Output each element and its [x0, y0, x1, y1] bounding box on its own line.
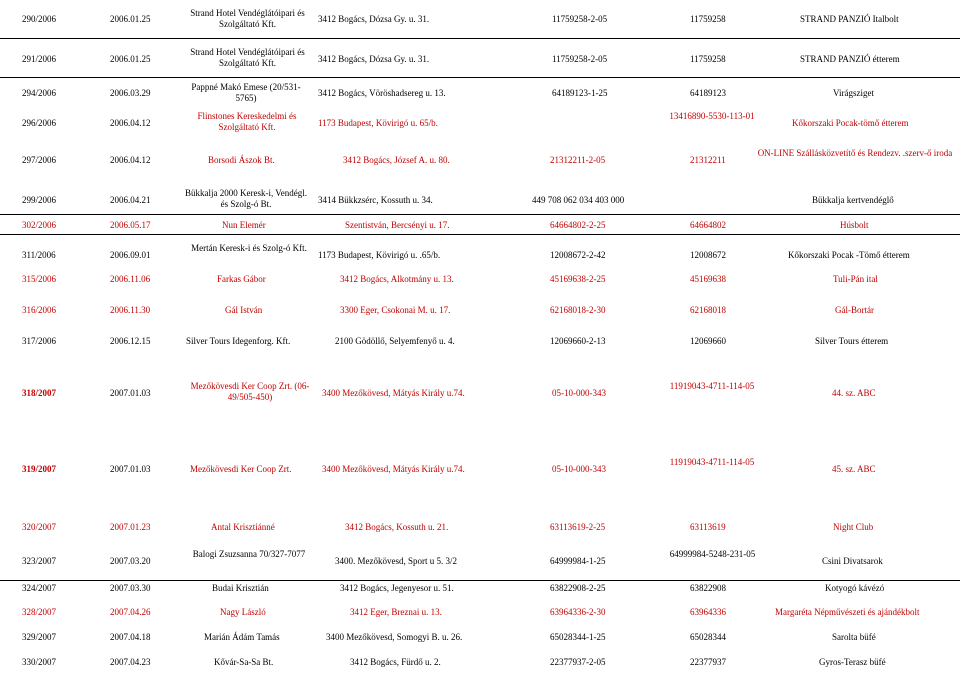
cell-date: 2006.04.21: [110, 195, 151, 205]
cell-id: 311/2006: [22, 250, 56, 260]
cell-address: 3412 Bogács, Jegenyesor u. 51.: [340, 583, 454, 593]
cell-name: Budai Krisztián: [212, 583, 269, 593]
cell-reg: 45169638: [690, 274, 726, 284]
cell-id: 291/2006: [22, 54, 57, 64]
cell-address: 3412 Bogács, Vöröshadsereg u. 13.: [318, 88, 446, 98]
cell-unit: Csini Divatsarok: [822, 556, 883, 566]
cell-address: 3412 Bogács, Alkotmány u. 13.: [340, 274, 454, 284]
cell-tax: 11759258-2-05: [552, 54, 608, 64]
cell-unit: STRAND PANZIÓ Italbolt: [800, 14, 899, 24]
cell-unit: Silver Tours étterem: [815, 336, 889, 346]
cell-reg: 11919043-4711-114-05: [669, 381, 755, 391]
row-divider: [0, 580, 960, 581]
row-divider: [0, 234, 960, 235]
cell-date: 2007.04.26: [110, 607, 151, 617]
cell-reg: 65028344: [690, 632, 726, 642]
cell-reg: 11759258: [690, 54, 726, 64]
cell-date: 2007.04.23: [110, 657, 151, 667]
cell-unit: Kőkorszaki Pocak -Tömő étterem: [788, 250, 910, 260]
cell-name: Strand Hotel Vendéglátóipari és Szolgáltató Kft.: [190, 8, 305, 29]
cell-address: 3412 Bogács, Dózsa Gy. u. 31.: [318, 54, 430, 64]
cell-address: 3412 Bogács, Kossuth u. 21.: [345, 522, 449, 532]
cell-id: 318/2007: [22, 388, 57, 398]
cell-name: Mezőkövesdi Ker Coop Zrt.: [190, 464, 292, 474]
cell-date: 2007.01.03: [110, 388, 151, 398]
cell-tax: 05-10-000-343: [552, 388, 606, 398]
cell-unit: Gyros-Terasz büfé: [819, 657, 886, 667]
cell-reg: 11919043-4711-114-05: [669, 457, 755, 467]
cell-reg: 12069660: [690, 336, 726, 346]
cell-tax: 05-10-000-343: [552, 464, 606, 474]
cell-unit: Tuli-Pán ital: [833, 274, 878, 284]
cell-tax: 63822908-2-25: [550, 583, 606, 593]
cell-reg: 64189123: [690, 88, 726, 98]
cell-tax: 12069660-2-13: [550, 336, 606, 346]
cell-name: Antal Krisztiánné: [211, 522, 275, 532]
cell-reg: 13416890-5530-113-01: [669, 111, 755, 121]
cell-name: Kővár-Sa-Sa Bt.: [214, 657, 274, 667]
cell-name: Gál István: [225, 305, 263, 315]
cell-unit: 45. sz. ABC: [832, 464, 876, 474]
cell-tax: 64999984-1-25: [550, 556, 606, 566]
cell-address: 3414 Bükkzsérc, Kossuth u. 34.: [318, 195, 433, 205]
cell-id: 328/2007: [22, 607, 57, 617]
cell-date: 2007.03.20: [110, 556, 151, 566]
cell-reg: 63113619: [690, 522, 726, 532]
cell-reg: 22377937: [690, 657, 726, 667]
cell-unit: Margaréta Népművészeti és ajándékbolt: [775, 607, 920, 617]
cell-reg: 64999984-5248-231-05: [669, 549, 756, 559]
cell-id: 330/2007: [22, 657, 57, 667]
cell-tax: 65028344-1-25: [550, 632, 606, 642]
cell-unit: Virágsziget: [833, 88, 874, 98]
cell-name: Nun Elemér: [222, 220, 266, 230]
cell-address: 3412 Bogács, Fürdő u. 2.: [350, 657, 441, 667]
cell-date: 2006.05.17: [110, 220, 151, 230]
cell-unit: Bükkalja kertvendéglő: [812, 195, 894, 205]
cell-id: 299/2006: [22, 195, 57, 205]
cell-address: 1173 Budapest, Kövirigó u. .65/b.: [318, 250, 441, 260]
cell-date: 2006.04.12: [110, 118, 151, 128]
cell-tax: 62168018-2-30: [550, 305, 606, 315]
cell-id: 302/2006: [22, 220, 57, 230]
cell-id: 294/2006: [22, 88, 57, 98]
cell-reg: 63964336: [690, 607, 726, 617]
cell-name: Mezőkövesdi Ker Coop Zrt. (06-49/505-450): [190, 381, 310, 402]
cell-tax: 63964336-2-30: [550, 607, 606, 617]
cell-reg: 62168018: [690, 305, 726, 315]
cell-date: 2006.01.25: [110, 54, 151, 64]
cell-address: 2100 Gödöllő, Selyemfenyő u. 4.: [335, 336, 455, 346]
cell-date: 2006.11.30: [110, 305, 151, 315]
cell-tax: 11759258-2-05: [552, 14, 608, 24]
cell-id: 297/2006: [22, 155, 57, 165]
cell-date: 2006.09.01: [110, 250, 151, 260]
cell-address: 3400 Mezőkövesd, Mátyás Király u.74.: [322, 388, 465, 398]
cell-tax: 64189123-1-25: [552, 88, 608, 98]
cell-name: Marián Ádám Tamás: [204, 632, 280, 642]
row-divider: [0, 77, 960, 78]
cell-name: Balogi Zsuzsanna 70/327-7077: [192, 549, 306, 559]
cell-date: 2006.12.15: [110, 336, 151, 346]
cell-date: 2006.04.12: [110, 155, 151, 165]
cell-reg: 12008672: [690, 250, 726, 260]
cell-date: 2007.01.23: [110, 522, 151, 532]
cell-date: 2006.03.29: [110, 88, 151, 98]
cell-unit: 44. sz. ABC: [832, 388, 876, 398]
cell-id: 319/2007: [22, 464, 57, 474]
row-divider: [0, 38, 960, 39]
cell-address: 3412 Bogács, Dózsa Gy. u. 31.: [318, 14, 430, 24]
cell-unit: STRAND PANZIÓ étterem: [800, 54, 900, 64]
cell-address: 3400 Mezőkövesd, Somogyi B. u. 26.: [326, 632, 463, 642]
cell-unit: Húsbolt: [840, 220, 869, 230]
cell-name: Mertán Keresk-i és Szolg-ó Kft.: [191, 243, 307, 253]
cell-tax: 63113619-2-25: [550, 522, 606, 532]
cell-id: 317/2006: [22, 336, 57, 346]
cell-address: 1173 Budapest, Kövirigó u. 65/b.: [318, 118, 438, 128]
cell-date: 2007.03.30: [110, 583, 151, 593]
cell-name: Nagy László: [220, 607, 266, 617]
cell-tax: 21312211-2-05: [550, 155, 606, 165]
cell-address: 3400 Mezőkövesd, Mátyás Király u.74.: [322, 464, 465, 474]
cell-id: 329/2007: [22, 632, 57, 642]
cell-date: 2007.04.18: [110, 632, 151, 642]
cell-address: Szentistván, Bercsényi u. 17.: [345, 220, 450, 230]
cell-unit: Sarolta büfé: [832, 632, 876, 642]
cell-address: 3300 Eger, Csokonai M. u. 17.: [340, 305, 451, 315]
cell-name: Farkas Gábor: [217, 274, 266, 284]
cell-address: 3412 Eger, Breznai u. 13.: [350, 607, 442, 617]
cell-name: Silver Tours Idegenforg. Kft.: [186, 336, 291, 346]
cell-unit: Night Club: [833, 522, 874, 532]
cell-id: 323/2007: [22, 556, 57, 566]
cell-name: Pappné Makó Emese (20/531-5765): [191, 82, 301, 103]
cell-address: 3412 Bogács, József A. u. 80.: [343, 155, 450, 165]
cell-id: 324/2007: [22, 583, 57, 593]
cell-unit: ON-LINE Szállásközvetítő és Rendezv. .szerv-ő iroda: [757, 148, 953, 158]
cell-id: 320/2007: [22, 522, 57, 532]
cell-unit: Kőkorszaki Pocak-tömő étterem: [792, 118, 909, 128]
cell-reg: 11759258: [690, 14, 726, 24]
cell-name: Bükkalja 2000 Keresk-i, Vendégl. és Szolg-ó Bt.: [184, 188, 308, 209]
cell-id: 296/2006: [22, 118, 57, 128]
cell-unit: Kotyogó kávézó: [825, 583, 885, 593]
cell-id: 315/2006: [22, 274, 57, 284]
cell-id: 290/2006: [22, 14, 57, 24]
cell-reg: 64664802: [690, 220, 726, 230]
cell-date: 2006.01.25: [110, 14, 151, 24]
cell-reg: 21312211: [690, 155, 726, 165]
cell-address: 3400. Mezőkövesd, Sport u 5. 3/2: [335, 556, 457, 566]
cell-tax: 64664802-2-25: [550, 220, 606, 230]
cell-name: Borsodi Ászok Bt.: [208, 155, 275, 165]
cell-id: 316/2006: [22, 305, 57, 315]
cell-date: 2006.11.06: [110, 274, 151, 284]
row-divider: [0, 214, 960, 215]
cell-date: 2007.01.03: [110, 464, 151, 474]
cell-tax: 449 708 062 034 403 000: [532, 195, 625, 205]
cell-tax: 22377937-2-05: [550, 657, 606, 667]
cell-name: Strand Hotel Vendéglátóipari és Szolgáltató Kft.: [190, 47, 305, 68]
cell-unit: Gál-Bortár: [835, 305, 874, 315]
cell-tax: 45169638-2-25: [550, 274, 606, 284]
cell-name: Flinstones Kereskedelmi és Szolgáltató Kft.: [197, 111, 297, 132]
cell-tax: 12008672-2-42: [550, 250, 606, 260]
cell-reg: 63822908: [690, 583, 726, 593]
